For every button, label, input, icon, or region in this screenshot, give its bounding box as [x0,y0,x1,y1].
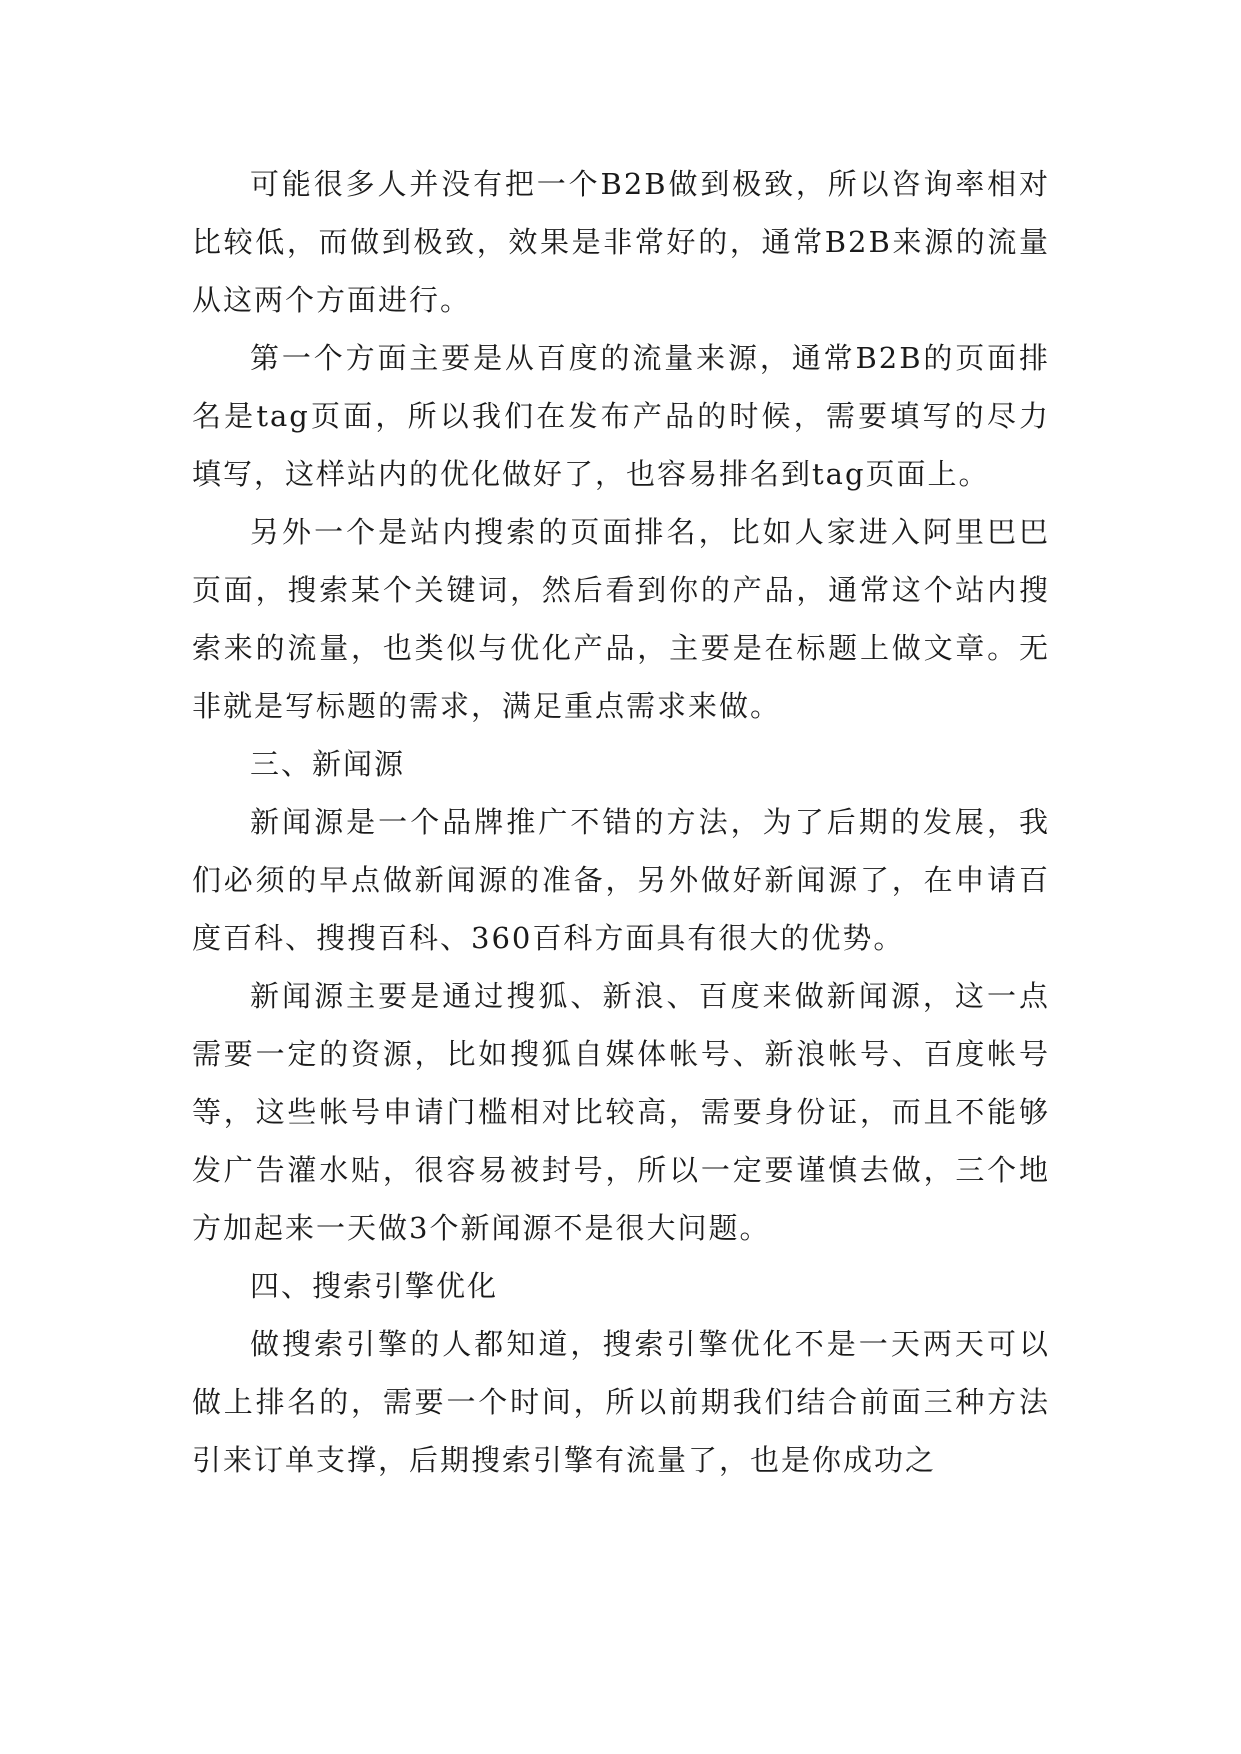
paragraph: 另外一个是站内搜索的页面排名，比如人家进入阿里巴巴页面，搜索某个关键词，然后看到你的产品，通常这个站内搜索来的流量，也类似与优化产品，主要是在标题上做文章。无非就是写标题的需求，满足重点需求来做。 [192,515,1050,723]
paragraph: 第一个方面主要是从百度的流量来源，通常B2B的页面排名是tag页面，所以我们在发布产品的时候，需要填写的尽力填写，这样站内的优化做好了，也容易排名到tag页面上。 [192,341,1050,491]
paragraph: 新闻源是一个品牌推广不错的方法，为了后期的发展，我们必须的早点做新闻源的准备，另外做好新闻源了，在申请百度百科、搜搜百科、360百科方面具有很大的优势。 [192,805,1050,955]
paragraph: 可能很多人并没有把一个B2B做到极致，所以咨询率相对比较低，而做到极致，效果是非常好的，通常B2B来源的流量从这两个方面进行。 [192,167,1050,317]
document-body [192,155,1050,1489]
paragraph: 新闻源主要是通过搜狐、新浪、百度来做新闻源，这一点需要一定的资源，比如搜狐自媒体帐号、新浪帐号、百度帐号等，这些帐号申请门槛相对比较高，需要身份证，而且不能够发广告灌水贴，很容易被封号，所以一定要谨慎去做，三个地方加起来一天做3个新闻源不是很大问题。 [192,979,1050,1245]
section-heading-news: 三、新闻源 [250,747,406,781]
section-heading-seo: 四、搜索引擎优化 [250,1269,499,1303]
paragraph: 做搜索引擎的人都知道，搜索引擎优化不是一天两天可以做上排名的，需要一个时间，所以前期我们结合前面三种方法引来订单支撑，后期搜索引擎有流量了，也是你成功之 [192,1327,1050,1477]
